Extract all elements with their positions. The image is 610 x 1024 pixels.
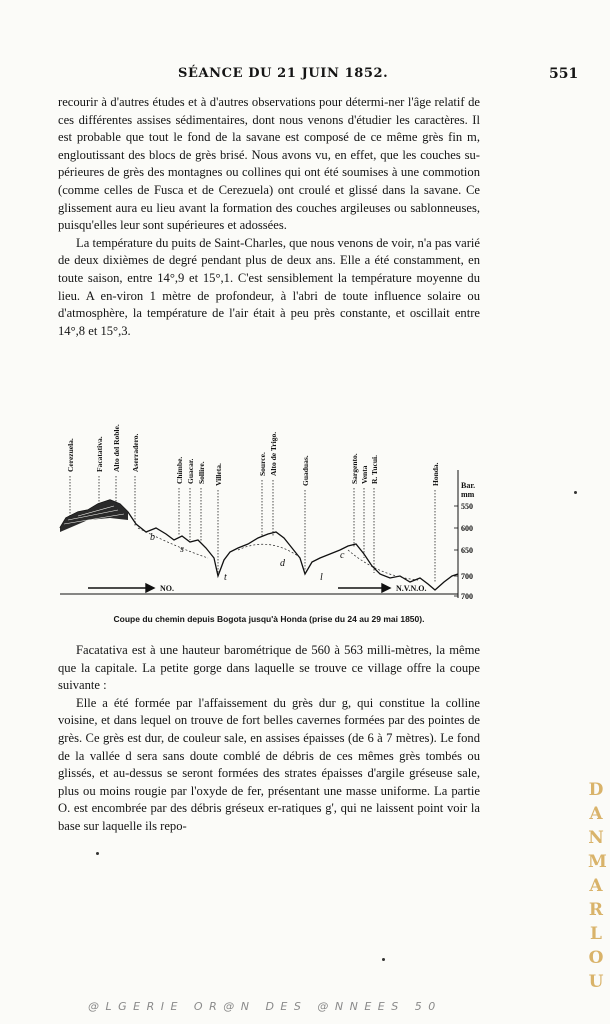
letter-l: l bbox=[320, 572, 323, 583]
label-sargento: Sargento. bbox=[350, 453, 359, 484]
letter-c: c bbox=[340, 550, 345, 561]
body-text-bottom bbox=[58, 642, 480, 836]
label-alto-de-trigo: Alto de Trigo. bbox=[269, 431, 278, 476]
scale-title: Bar. bbox=[461, 481, 476, 490]
label-villeta: Villeta. bbox=[214, 463, 223, 486]
arrow-label-nvno: N.V.N.O. bbox=[396, 584, 427, 593]
label-aserradero: Aserradero. bbox=[131, 433, 140, 472]
scale-value: 700 bbox=[461, 592, 473, 601]
watermark-side-text: DANMARLOU bbox=[588, 780, 607, 992]
label-alto-del-roble: Alto del Roble. bbox=[112, 424, 121, 472]
letter-s: s bbox=[180, 544, 184, 555]
paragraph: Elle a été formée par l'affaissement du grès dur g, qui constitue la colline voisine, et dans lequel on trouve de fort belles cavernes formées par des pointes de grès. Ce grès est dur, de couleur sale, en assises épaisses (de 6 à 7 mètres). Le fond de la vallée d sera sans doute comblé de débris de ces mêmes grès tombés ou glissés, et au-dessus se seront formées des strates épaisses d'argile gréseuse sale, plus ou moins rougie par l'oxyde de fer, présentant une masse uniforme. La partie O. est encombrée par des débris gréseux er-ratiques g', qui ne laissent point voir la base sur laquelle ils repo- bbox=[58, 695, 480, 833]
label-guaduas: Guaduas. bbox=[301, 455, 310, 486]
scale-unit: mm bbox=[461, 490, 475, 499]
letter-t: t bbox=[224, 572, 227, 583]
paragraph: La température du puits de Saint-Charles, que nous venons de voir, n'a pas varié de deux dixièmes de degré pendant plus de deux ans. Elle a été constamment, en toute saison, entre 14°,9 et 15°,1. C'est sensiblement la température moyenne du lieu. A en-viron 1 mètre de profondeur, à l'abri de toute influence solaire ou d'atmosphère, la température de l'air était à peu près constante, et oscillait entre 14°,8 et 15°,3. bbox=[58, 235, 480, 338]
scale-value: 550 bbox=[461, 502, 473, 511]
sandstone-mass bbox=[60, 500, 128, 532]
watermark-side bbox=[588, 778, 607, 994]
letter-b: b bbox=[150, 532, 155, 543]
label-sollire: Sollire. bbox=[197, 461, 206, 484]
label-source: Source. bbox=[258, 452, 267, 476]
scale-value: 600 bbox=[461, 524, 473, 533]
label-honda: Honda. bbox=[431, 462, 440, 486]
label-cerezuela: Cerezuela. bbox=[66, 438, 75, 472]
watermark-bottom: @LGERIE OR@N DES @NNEES 50 bbox=[88, 1000, 442, 1013]
arrow-label-no: NO. bbox=[160, 584, 174, 593]
label-facatativa: Facatativa. bbox=[95, 436, 104, 472]
label-chimbe: Chimbe. bbox=[175, 456, 184, 484]
label-venta: Venta bbox=[360, 465, 369, 484]
scale-value: 700 bbox=[461, 572, 473, 581]
scan-speck bbox=[96, 852, 99, 855]
paragraph: Facatativa est à une hauteur barométrique de 560 à 563 milli-mètres, la même que la capitale. La petite gorge dans laquelle se trouve ce village offre la coupe suivante : bbox=[58, 643, 480, 693]
label-guacar: Guacar. bbox=[186, 458, 195, 484]
body-text-top bbox=[58, 94, 480, 340]
page-header bbox=[0, 66, 610, 86]
letter-d: d bbox=[280, 558, 285, 569]
cross-section-svg bbox=[58, 408, 498, 608]
scan-speck bbox=[574, 491, 577, 494]
page-number: 551 bbox=[549, 66, 579, 82]
session-title: SÉANCE DU 21 JUIN 1852. bbox=[178, 66, 389, 81]
scale-value: 650 bbox=[461, 546, 473, 555]
cross-section-figure bbox=[58, 408, 498, 608]
paragraph: recourir à d'autres études et à d'autres observations pour détermi-ner l'âge relatif de ces différentes assises sédimentaires, dont nous venons d'étudier les caractères. Il est probable que tout le fond de la savane est composé de ce même grès fin m, engloutissant des blocs de grès brisé. Nous avons vu, en effet, que les couches su-périeures de grès des montagnes ou collines qui ont été soumises à une commotion (comme celles de Fusca et de Cerezuela) ont croulé et glissé dans la savane. Ce glissement aura eu lieu avant la formation des couches argileuses ou sablonneuses, puisqu'elles leur sont supérieures et adossées. bbox=[58, 95, 480, 233]
label-r-tucui: R. Tucui. bbox=[370, 455, 379, 484]
scan-speck bbox=[382, 958, 385, 961]
figure-caption: Coupe du chemin depuis Bogota jusqu'à Honda (prise du 24 au 29 mai 1850). bbox=[113, 614, 425, 624]
